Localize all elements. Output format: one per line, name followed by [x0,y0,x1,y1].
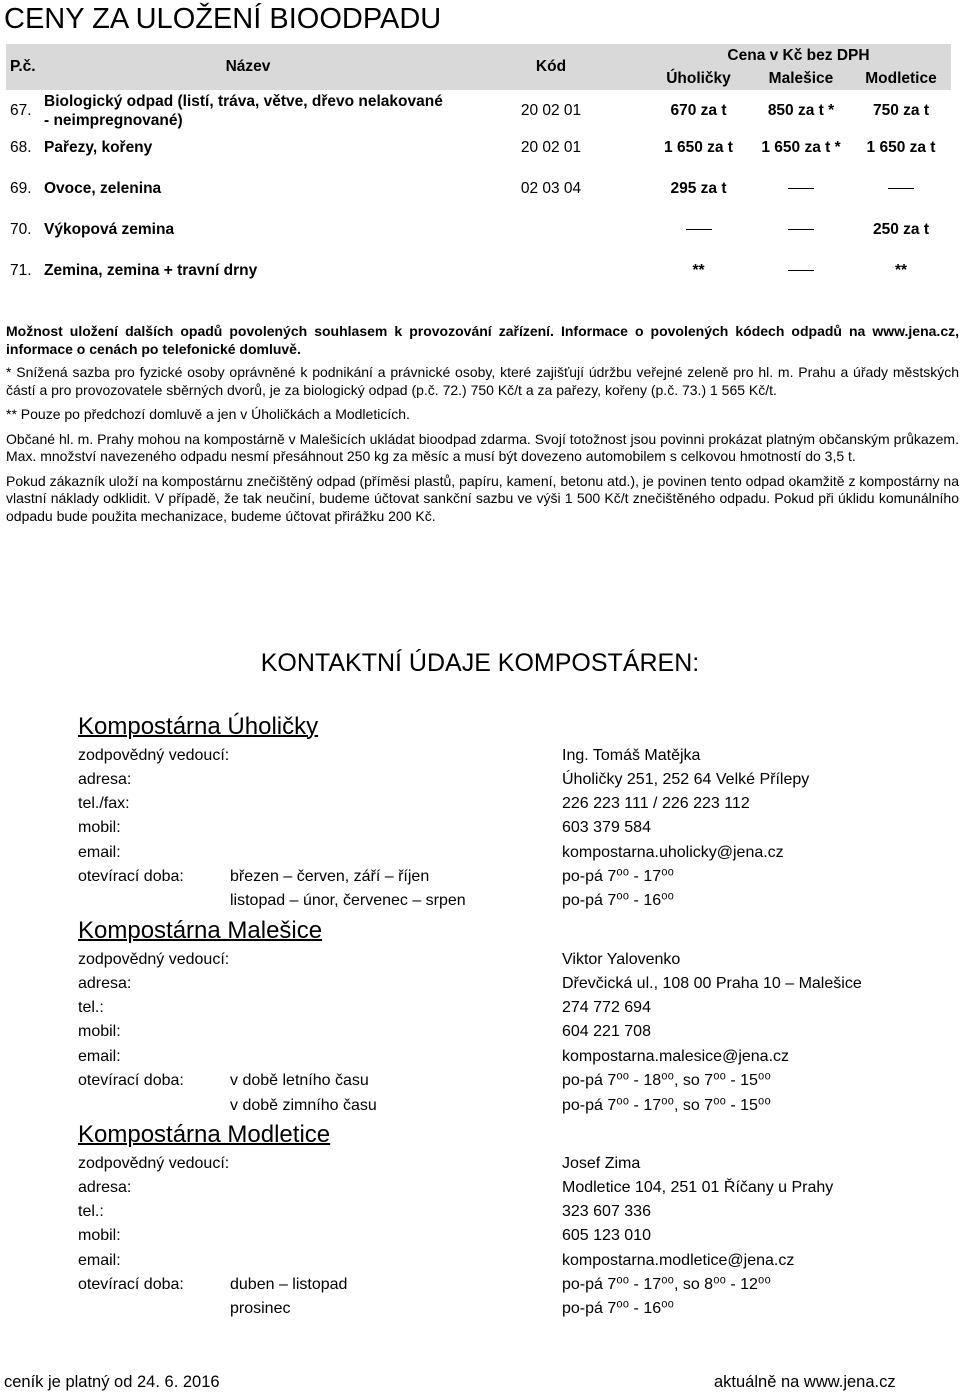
label-doba: otevírací doba: [78,868,184,885]
value-mobil: 605 123 010 [562,1227,651,1244]
note-citizens: Občané hl. m. Prahy mohou na kompostárně v Malešicích ukládat bioodpad zdarma. Svojí totožnost jsou povinni prokázat platným občanským průkazem. Max. množství navezeného odpadu nesmí přesáhnout 250 kg za měsíc a musí být dovezeno automobilem s celkovou hmotností do 3,5 t. [6,430,959,464]
value-hours2: po-pá 7⁰⁰ - 16⁰⁰ [562,892,674,909]
header-uholicky: Úholičky [666,70,731,87]
label-vedouci: zodpovědný vedoucí: [78,1155,230,1172]
table-row: 69. Ovoce, zelenina 02 03 04 295 za t [6,178,951,200]
header-kod: Kód [535,58,567,75]
label-email: email: [78,1252,121,1269]
label-tel: tel.: [78,1203,104,1220]
label-vedouci: zodpovědný vedoucí: [78,747,230,764]
value-season2: listopad – únor, červenec – srpen [230,892,466,909]
value-hours1: po-pá 7⁰⁰ - 17⁰⁰, so 8⁰⁰ - 12⁰⁰ [562,1276,771,1293]
label-email: email: [78,844,121,861]
price-table [6,44,951,282]
value-season2: v době zimního času [230,1097,377,1114]
label-mobil: mobil: [78,1023,121,1040]
value-vedouci: Josef Zima [562,1155,641,1172]
section-title-uholicky: Kompostárna Úholičky [78,713,319,740]
value-adresa: Úholičky 251, 252 64 Velké Přílepy [562,771,810,788]
dash-mark [888,188,914,189]
dash-mark [686,229,712,230]
table-row: 71. Zemina, zemina + travní drny ** ** [10,262,908,279]
header-modletice: Modletice [865,70,937,87]
value-hours1: po-pá 7⁰⁰ - 18⁰⁰, so 7⁰⁰ - 15⁰⁰ [562,1072,771,1089]
dash-mark [788,188,814,189]
row-name: Biologický odpad (listí, tráva, větve, dřevo nelakované - neimpregnované) [44,93,443,129]
value-tel: 226 223 111 / 226 223 112 [562,795,750,812]
value-hours2: po-pá 7⁰⁰ - 17⁰⁰, so 7⁰⁰ - 15⁰⁰ [562,1097,771,1114]
value-tel: 274 772 694 [562,999,651,1016]
notes [6,323,959,525]
footer-updates: aktuálně na www.jena.cz [714,1373,896,1391]
footer-validity: ceník je platný od 24. 6. 2016 [4,1373,220,1391]
label-telfax: tel./fax: [78,795,130,812]
note-double-star: ** Pouze po předchozí domluvě a jen v Úholičkách a Modleticích. [6,406,410,422]
table-row: 68. Pařezy, kořeny 20 02 01 1 650 za t 1 650 za t * 1 650 za t [10,139,936,156]
dash-mark [788,229,814,230]
header-malesice: Malešice [768,70,834,87]
value-mobil: 604 221 708 [562,1023,651,1040]
value-email: kompostarna.uholicky@jena.cz [562,844,784,861]
label-adresa: adresa: [78,771,132,788]
page-title: CENY ZA ULOŽENÍ BIOODPADU [4,3,442,35]
value-email: kompostarna.malesice@jena.cz [562,1048,790,1065]
header-nazev: Název [225,58,271,75]
label-adresa: adresa: [78,975,132,992]
value-hours2: po-pá 7⁰⁰ - 16⁰⁰ [562,1300,674,1317]
header-cena: Cena v Kč bez DPH [727,47,870,64]
note-reduced-rate: * Snížená sazba pro fyzické osoby oprávněné k podnikání a právnické osoby, které zajišťují údržbu veřejné zeleně pro hl. m. Prahu a úřady městských částí a pro provozovatele sběrných dvorů, je za biologický odpad (p.č. 72.) 750 Kč/t a za pařezy, kořeny (p.č. 73.) 1 565 Kč/t. [6,364,959,398]
contacts-title: KONTAKTNÍ ÚDAJE KOMPOSTÁREN: [260,649,700,677]
table-row: 70. Výkopová zemina 250 za t [10,221,929,238]
value-adresa: Dřevčická ul., 108 00 Praha 10 – Malešice [562,975,862,992]
value-season1: březen – červen, září – říjen [230,868,430,885]
table-row: 67. Biologický odpad (listí, tráva, větve, dřevo nelakované - neimpregnované) 20 02 01 670 za t 850 za t * 750 za t [6,90,951,132]
label-doba: otevírací doba: [78,1276,184,1293]
label-vedouci: zodpovědný vedoucí: [78,951,230,968]
value-vedouci: Ing. Tomáš Matějka [562,747,701,764]
value-mobil: 603 379 584 [562,819,651,836]
label-adresa: adresa: [78,1179,132,1196]
header-pc: P.č. [10,58,36,75]
value-tel: 323 607 336 [562,1203,651,1220]
note-codes: Možnost uložení dalších opadů povolených souhlasem k provozování zařízení. Informace o povolených kódech odpadů na www.jena.cz, informace o cenách po telefonické domluvě. [6,323,959,357]
label-mobil: mobil: [78,819,121,836]
value-adresa: Modletice 104, 251 01 Říčany u Prahy [562,1179,834,1196]
label-tel: tel.: [78,999,104,1016]
dash-mark [788,270,814,271]
value-hours1: po-pá 7⁰⁰ - 17⁰⁰ [562,868,674,885]
value-vedouci: Viktor Yalovenko [562,951,681,968]
section-title-malesice: Kompostárna Malešice [78,917,323,944]
label-doba: otevírací doba: [78,1072,184,1089]
value-season1: duben – listopad [230,1276,348,1293]
label-mobil: mobil: [78,1227,121,1244]
note-contamination: Pokud zákazník uloží na kompostárnu znečištěný odpad (příměsi plastů, papíru, kamení, betonu atd.), je povinen tento odpad okamžitě z kompostárny na vlastní náklady odklidit. V případě, že tak neučiní, budeme účtovat sankční sazbu ve výši 1 500 Kč/t znečištěného odpadu. Pokud při úklidu komunálního odpadu bude použita mechanizace, budeme účtovat přirážku 200 Kč. [6,472,959,524]
section-title-modletice: Kompostárna Modletice [78,1121,331,1148]
value-season2: prosinec [230,1300,291,1317]
value-email: kompostarna.modletice@jena.cz [562,1252,795,1269]
value-season1: v době letního času [230,1072,369,1089]
label-email: email: [78,1048,121,1065]
